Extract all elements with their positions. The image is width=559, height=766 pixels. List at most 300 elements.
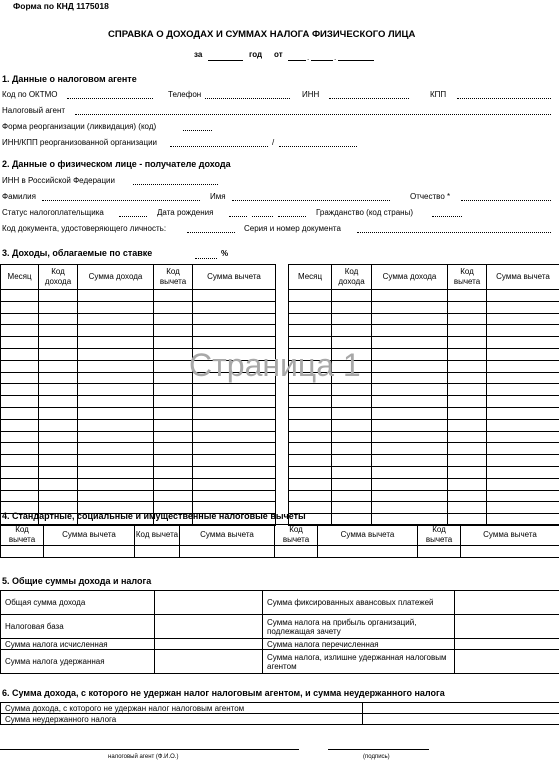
income-table-left	[0, 264, 276, 526]
income-cell[interactable]	[1, 490, 39, 502]
col-month: Месяц	[289, 265, 332, 290]
citizenship-label: Гражданство (код страны)	[316, 208, 413, 217]
income-cell[interactable]	[39, 407, 78, 419]
income-cell[interactable]	[78, 490, 154, 502]
table-row	[289, 443, 559, 455]
deduction-amount-cell[interactable]	[44, 546, 135, 558]
income-cell[interactable]	[193, 466, 276, 478]
tax-base-label: Налоговая база	[1, 615, 155, 639]
form-code: Форма по КНД 1175018	[13, 1, 109, 11]
income-cell[interactable]	[78, 313, 154, 325]
section-5-heading: 5. Общие суммы дохода и налога	[2, 576, 152, 586]
income-cell[interactable]	[289, 325, 332, 337]
income-cell[interactable]	[193, 396, 276, 408]
table-row	[1, 443, 276, 455]
income-cell[interactable]	[1, 290, 39, 302]
col-deduction-amount: Сумма вычета	[193, 265, 276, 290]
period-from-label: от	[274, 50, 283, 59]
income-cell[interactable]	[193, 490, 276, 502]
income-cell[interactable]	[332, 325, 372, 337]
income-cell[interactable]	[1, 372, 39, 384]
income-cell[interactable]	[332, 443, 372, 455]
date-month-field[interactable]	[311, 60, 333, 61]
income-cell[interactable]	[78, 431, 154, 443]
table-row	[1, 466, 276, 478]
income-cell[interactable]	[193, 478, 276, 490]
income-cell[interactable]	[448, 396, 487, 408]
income-cell[interactable]	[289, 407, 332, 419]
income-cell[interactable]	[487, 478, 559, 490]
income-cell[interactable]	[39, 313, 78, 325]
income-cell[interactable]	[448, 384, 487, 396]
signature-line[interactable]	[328, 749, 429, 750]
inn-kpp-reorg-label: ИНН/КПП реорганизованной организации	[2, 138, 158, 147]
income-cell[interactable]	[372, 337, 448, 349]
col-income-amount: Сумма дохода	[78, 265, 154, 290]
table-row	[289, 502, 559, 514]
tax-overwithheld-label: Сумма налога, излишне удержанная налоговым агентом	[263, 650, 455, 674]
income-cell[interactable]	[332, 502, 372, 514]
income-cell[interactable]	[448, 325, 487, 337]
income-cell[interactable]	[154, 455, 193, 467]
inn-rf-field[interactable]	[133, 184, 218, 185]
table-row	[289, 325, 559, 337]
total-income-label: Общая сумма дохода	[1, 591, 155, 615]
income-cell[interactable]	[332, 407, 372, 419]
profit-tax-label: Сумма налога на прибыль организаций, подлежащая зачету	[263, 615, 455, 639]
table-row	[289, 301, 559, 313]
income-cell[interactable]	[487, 419, 559, 431]
income-cell[interactable]	[39, 290, 78, 302]
income-cell[interactable]	[154, 419, 193, 431]
table-row	[1, 431, 276, 443]
agent-name-caption: налоговый агент (Ф.И.О.)	[108, 754, 179, 760]
income-cell[interactable]	[487, 290, 559, 302]
income-cell[interactable]	[289, 290, 332, 302]
phone-field[interactable]	[205, 98, 290, 99]
unwithheld-tax-value[interactable]	[363, 714, 559, 725]
income-cell[interactable]	[39, 337, 78, 349]
income-cell[interactable]	[448, 502, 487, 514]
birth-year-field[interactable]	[278, 216, 306, 217]
signature-caption: (подпись)	[363, 754, 390, 760]
income-cell[interactable]	[39, 396, 78, 408]
income-cell[interactable]	[193, 290, 276, 302]
totals-table	[0, 590, 559, 674]
income-cell[interactable]	[78, 372, 154, 384]
income-cell[interactable]	[1, 325, 39, 337]
income-cell[interactable]	[78, 384, 154, 396]
patronymic-field[interactable]	[461, 200, 551, 201]
income-cell[interactable]	[39, 478, 78, 490]
deduction-code-header: Код вычета	[275, 525, 318, 546]
table-row	[1, 325, 276, 337]
tax-withheld-value[interactable]	[155, 650, 263, 674]
income-cell[interactable]	[332, 490, 372, 502]
income-cell[interactable]	[372, 290, 448, 302]
tax-transferred-value[interactable]	[455, 639, 559, 650]
table-row	[289, 478, 559, 490]
income-cell[interactable]	[289, 431, 332, 443]
income-cell[interactable]	[372, 490, 448, 502]
income-cell[interactable]	[372, 360, 448, 372]
income-cell[interactable]	[1, 419, 39, 431]
income-cell[interactable]	[78, 443, 154, 455]
deduction-amount-header: Сумма вычета	[44, 525, 135, 546]
income-cell[interactable]	[372, 502, 448, 514]
citizenship-field[interactable]	[432, 216, 462, 217]
income-cell[interactable]	[154, 384, 193, 396]
income-cell[interactable]	[78, 337, 154, 349]
income-cell[interactable]	[448, 348, 487, 360]
income-cell[interactable]	[487, 325, 559, 337]
income-cell[interactable]	[193, 384, 276, 396]
income-cell[interactable]	[39, 490, 78, 502]
income-cell[interactable]	[39, 372, 78, 384]
income-cell[interactable]	[154, 443, 193, 455]
income-cell[interactable]	[372, 455, 448, 467]
income-cell[interactable]	[154, 372, 193, 384]
income-cell[interactable]	[448, 466, 487, 478]
income-cell[interactable]	[78, 325, 154, 337]
income-cell[interactable]	[332, 396, 372, 408]
inn-field[interactable]	[329, 98, 409, 99]
date-year-field[interactable]	[338, 60, 374, 61]
income-cell[interactable]	[448, 290, 487, 302]
income-cell[interactable]	[154, 348, 193, 360]
income-cell[interactable]	[487, 431, 559, 443]
income-cell[interactable]	[154, 396, 193, 408]
agent-name-line[interactable]	[0, 749, 299, 750]
income-cell[interactable]	[154, 337, 193, 349]
date-day-field[interactable]	[288, 60, 306, 61]
deduction-amount-header: Сумма вычета	[461, 525, 559, 546]
income-cell[interactable]	[1, 455, 39, 467]
income-cell[interactable]	[1, 313, 39, 325]
income-cell[interactable]	[154, 431, 193, 443]
table-row	[289, 490, 559, 502]
kpp-field[interactable]	[457, 98, 551, 99]
income-cell[interactable]	[154, 360, 193, 372]
income-cell[interactable]	[372, 478, 448, 490]
income-cell[interactable]	[78, 466, 154, 478]
income-cell[interactable]	[193, 407, 276, 419]
surname-field[interactable]	[42, 200, 200, 201]
income-cell[interactable]	[78, 407, 154, 419]
doc-code-label: Код документа, удостоверяющего личность:	[2, 224, 167, 233]
tax-base-value[interactable]	[155, 615, 263, 639]
profit-tax-value[interactable]	[455, 615, 559, 639]
period-year-field[interactable]	[208, 60, 243, 61]
table-row	[289, 466, 559, 478]
income-cell[interactable]	[332, 301, 372, 313]
income-cell[interactable]	[372, 466, 448, 478]
income-cell[interactable]	[332, 455, 372, 467]
income-cell[interactable]	[289, 419, 332, 431]
income-cell[interactable]	[1, 348, 39, 360]
income-cell[interactable]	[487, 301, 559, 313]
income-cell[interactable]	[289, 396, 332, 408]
name-label: Имя	[210, 192, 226, 201]
income-cell[interactable]	[154, 313, 193, 325]
income-cell[interactable]	[193, 301, 276, 313]
income-cell[interactable]	[487, 372, 559, 384]
birth-month-field[interactable]	[252, 216, 273, 217]
income-cell[interactable]	[372, 407, 448, 419]
income-cell[interactable]	[154, 301, 193, 313]
status-label: Статус налогоплательщика	[2, 208, 104, 217]
name-field[interactable]	[232, 200, 390, 201]
income-cell[interactable]	[448, 313, 487, 325]
reorg-inn-field[interactable]	[170, 146, 268, 147]
income-cell[interactable]	[448, 301, 487, 313]
income-cell[interactable]	[1, 466, 39, 478]
table-row	[1, 396, 276, 408]
doc-code-field[interactable]	[187, 232, 235, 233]
income-cell[interactable]	[487, 407, 559, 419]
income-cell[interactable]	[78, 360, 154, 372]
income-cell[interactable]	[1, 478, 39, 490]
income-cell[interactable]	[39, 325, 78, 337]
section-3-heading: 3. Доходы, облагаемые по ставке	[2, 248, 153, 258]
income-cell[interactable]	[39, 443, 78, 455]
income-cell[interactable]	[39, 348, 78, 360]
section-4-heading: 4. Стандартные, социальные и имущественные налоговые вычеты	[2, 511, 306, 521]
agent-field[interactable]	[75, 114, 551, 115]
income-cell[interactable]	[487, 384, 559, 396]
oktmo-field[interactable]	[67, 98, 153, 99]
income-cell[interactable]	[372, 419, 448, 431]
table-row	[289, 290, 559, 302]
page-watermark: Страница 1	[189, 347, 361, 383]
income-cell[interactable]	[39, 419, 78, 431]
period-year-label: год	[249, 50, 263, 59]
income-cell[interactable]	[39, 384, 78, 396]
income-cell[interactable]	[372, 313, 448, 325]
inn-rf-label: ИНН в Российской Федерации	[2, 176, 115, 185]
income-cell[interactable]	[289, 490, 332, 502]
income-cell[interactable]	[372, 348, 448, 360]
table-row	[1, 455, 276, 467]
income-cell[interactable]	[78, 396, 154, 408]
income-cell[interactable]	[193, 431, 276, 443]
income-cell[interactable]	[448, 407, 487, 419]
deduction-code-header: Код вычета	[418, 525, 461, 546]
income-cell[interactable]	[372, 396, 448, 408]
deduction-code-cell[interactable]	[418, 546, 461, 558]
tax-overwithheld-value[interactable]	[455, 650, 559, 674]
unwithheld-table	[0, 702, 559, 725]
deduction-code-header: Код вычета	[135, 525, 180, 546]
income-cell[interactable]	[332, 478, 372, 490]
col-deduction-amount: Сумма вычета	[487, 265, 559, 290]
reorg-kpp-field[interactable]	[279, 146, 357, 147]
income-cell[interactable]	[39, 431, 78, 443]
table-row	[1, 407, 276, 419]
income-cell[interactable]	[448, 360, 487, 372]
income-cell[interactable]	[372, 325, 448, 337]
income-cell[interactable]	[372, 431, 448, 443]
income-cell[interactable]	[78, 478, 154, 490]
income-cell[interactable]	[154, 490, 193, 502]
income-cell[interactable]	[372, 443, 448, 455]
income-cell[interactable]	[1, 443, 39, 455]
unwithheld-income-value[interactable]	[363, 703, 559, 714]
income-cell[interactable]	[289, 301, 332, 313]
deduction-amount-header: Сумма вычета	[180, 525, 275, 546]
income-cell[interactable]	[193, 419, 276, 431]
income-cell[interactable]	[372, 384, 448, 396]
period-za-label: за	[194, 50, 203, 59]
income-cell[interactable]	[154, 466, 193, 478]
surname-label: Фамилия	[2, 192, 36, 201]
table-row	[289, 455, 559, 467]
birth-label: Дата рождения	[157, 208, 214, 217]
income-cell[interactable]	[39, 360, 78, 372]
income-cell[interactable]	[487, 313, 559, 325]
deductions-table	[0, 524, 559, 558]
income-cell[interactable]	[332, 431, 372, 443]
income-cell[interactable]	[154, 478, 193, 490]
section-1-heading: 1. Данные о налоговом агенте	[2, 74, 137, 84]
income-cell[interactable]	[78, 301, 154, 313]
agent-label: Налоговый агент	[2, 106, 66, 115]
income-cell[interactable]	[487, 348, 559, 360]
oktmo-label: Код по ОКТМО	[2, 90, 58, 99]
reorg-label: Форма реорганизации (ликвидация) (код)	[2, 122, 157, 131]
income-cell[interactable]	[448, 478, 487, 490]
fixed-advance-label: Сумма фиксированных авансовых платежей	[263, 591, 455, 615]
page-title: СПРАВКА О ДОХОДАХ И СУММАХ НАЛОГА ФИЗИЧЕСКОГО ЛИЦА	[108, 29, 416, 40]
income-cell[interactable]	[448, 490, 487, 502]
income-cell[interactable]	[487, 396, 559, 408]
birth-day-field[interactable]	[229, 216, 247, 217]
deduction-amount-cell[interactable]	[318, 546, 418, 558]
percent-sign: %	[221, 249, 229, 258]
income-cell[interactable]	[487, 502, 559, 514]
col-income-code: Код дохода	[39, 265, 78, 290]
income-cell[interactable]	[487, 337, 559, 349]
income-cell[interactable]	[289, 478, 332, 490]
col-income-code: Код дохода	[332, 265, 372, 290]
income-cell[interactable]	[289, 384, 332, 396]
income-cell[interactable]	[193, 443, 276, 455]
table-row	[289, 396, 559, 408]
income-cell[interactable]	[154, 407, 193, 419]
deduction-code-header: Код вычета	[1, 525, 44, 546]
tax-transferred-label: Сумма налога перечисленная	[263, 639, 455, 650]
kpp-label: КПП	[430, 90, 447, 99]
reorg-field[interactable]	[183, 130, 212, 131]
income-cell[interactable]	[448, 455, 487, 467]
income-cell[interactable]	[332, 384, 372, 396]
income-cell[interactable]	[193, 325, 276, 337]
table-row	[1, 478, 276, 490]
income-cell[interactable]	[487, 466, 559, 478]
income-cell[interactable]	[289, 313, 332, 325]
income-cell[interactable]	[448, 337, 487, 349]
income-cell[interactable]	[1, 384, 39, 396]
income-cell[interactable]	[372, 301, 448, 313]
income-cell[interactable]	[154, 325, 193, 337]
status-field[interactable]	[119, 216, 147, 217]
inn-label: ИНН	[302, 90, 320, 99]
income-cell[interactable]	[78, 419, 154, 431]
income-cell[interactable]	[1, 407, 39, 419]
tax-calculated-value[interactable]	[155, 639, 263, 650]
income-cell[interactable]	[487, 360, 559, 372]
tax-withheld-label: Сумма налога удержанная	[1, 650, 155, 674]
table-row	[1, 290, 276, 302]
total-income-value[interactable]	[155, 591, 263, 615]
table-row	[289, 384, 559, 396]
income-cell[interactable]	[39, 466, 78, 478]
rate-field[interactable]	[195, 258, 217, 259]
table-row	[1, 301, 276, 313]
income-cell[interactable]	[78, 348, 154, 360]
income-cell[interactable]	[1, 337, 39, 349]
income-cell[interactable]	[289, 466, 332, 478]
income-cell[interactable]	[39, 455, 78, 467]
col-month: Месяц	[1, 265, 39, 290]
income-cell[interactable]	[448, 419, 487, 431]
income-cell[interactable]	[1, 396, 39, 408]
income-cell[interactable]	[39, 301, 78, 313]
income-cell[interactable]	[78, 455, 154, 467]
doc-series-label: Серия и номер документа	[244, 224, 341, 233]
doc-series-field[interactable]	[357, 232, 551, 233]
table-row	[289, 313, 559, 325]
table-row	[289, 407, 559, 419]
table-row	[1, 313, 276, 325]
deduction-amount-cell[interactable]	[461, 546, 559, 558]
income-cell[interactable]	[487, 443, 559, 455]
deduction-code-cell[interactable]	[275, 546, 318, 558]
income-cell[interactable]	[448, 431, 487, 443]
income-cell[interactable]	[1, 360, 39, 372]
income-cell[interactable]	[1, 301, 39, 313]
income-cell[interactable]	[332, 466, 372, 478]
income-cell[interactable]	[289, 443, 332, 455]
phone-label: Телефон	[168, 90, 202, 99]
income-cell[interactable]	[78, 290, 154, 302]
income-cell[interactable]	[448, 372, 487, 384]
income-cell[interactable]	[487, 455, 559, 467]
table-row	[1, 490, 276, 502]
income-cell[interactable]	[372, 372, 448, 384]
income-cell[interactable]	[332, 419, 372, 431]
income-cell[interactable]	[487, 490, 559, 502]
fixed-advance-value[interactable]	[455, 591, 559, 615]
slash: /	[272, 138, 275, 147]
deduction-code-cell[interactable]	[1, 546, 44, 558]
deduction-code-cell[interactable]	[135, 546, 180, 558]
deduction-amount-cell[interactable]	[180, 546, 275, 558]
income-cell[interactable]	[154, 290, 193, 302]
income-cell[interactable]	[332, 313, 372, 325]
income-cell[interactable]	[193, 313, 276, 325]
table-row	[289, 431, 559, 443]
income-cell[interactable]	[289, 455, 332, 467]
income-cell[interactable]	[1, 431, 39, 443]
table-row	[289, 419, 559, 431]
col-deduction-code: Код вычета	[448, 265, 487, 290]
table-row	[1, 384, 276, 396]
income-cell[interactable]	[448, 443, 487, 455]
col-income-amount: Сумма дохода	[372, 265, 448, 290]
income-cell[interactable]	[332, 290, 372, 302]
income-cell[interactable]	[193, 455, 276, 467]
